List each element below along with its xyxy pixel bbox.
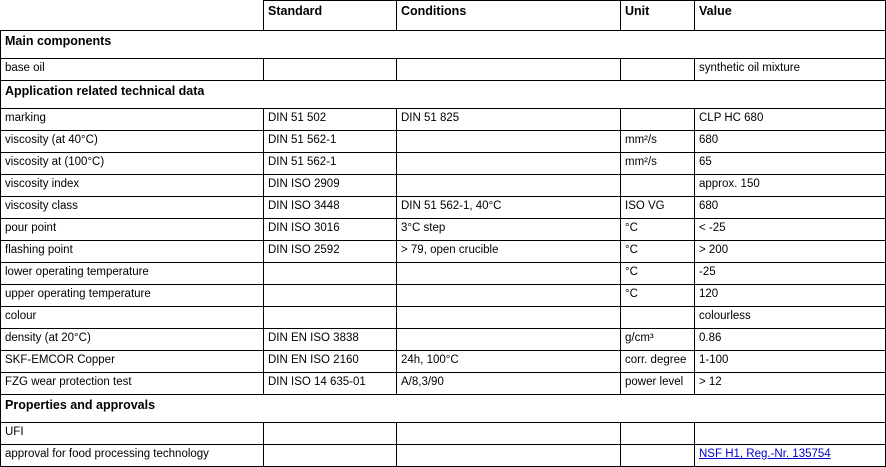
row-unit-cell <box>621 423 695 445</box>
row-value-cell: approx. 150 <box>695 175 886 197</box>
table-row <box>1 351 886 373</box>
row-name-cell: density (at 20°C) <box>1 329 264 351</box>
row-value-cell: 120 <box>695 285 886 307</box>
table-row <box>1 109 886 131</box>
row-conditions-cell <box>397 307 621 329</box>
row-conditions-cell <box>397 131 621 153</box>
row-standard-cell: DIN EN ISO 3838 <box>264 329 397 351</box>
table-row <box>1 59 886 81</box>
row-value-cell <box>695 445 886 467</box>
table-row <box>1 423 886 445</box>
row-conditions-cell: 3°C step <box>397 219 621 241</box>
column-header-blank <box>1 1 264 31</box>
table-row <box>1 285 886 307</box>
row-name-cell: UFI <box>1 423 264 445</box>
row-value-cell: colourless <box>695 307 886 329</box>
table-row <box>1 263 886 285</box>
row-name-cell: lower operating temperature <box>1 263 264 285</box>
row-conditions-cell <box>397 153 621 175</box>
row-conditions-cell <box>397 329 621 351</box>
row-standard-cell <box>264 263 397 285</box>
row-standard-cell <box>264 285 397 307</box>
table-row <box>1 197 886 219</box>
row-conditions-cell: 24h, 100°C <box>397 351 621 373</box>
table-row <box>1 373 886 395</box>
row-unit-cell: °C <box>621 285 695 307</box>
table-row <box>1 175 886 197</box>
row-standard-cell: DIN ISO 3448 <box>264 197 397 219</box>
row-name-cell: viscosity at (100°C) <box>1 153 264 175</box>
row-value-cell: 680 <box>695 197 886 219</box>
row-name-cell: approval for food processing technology <box>1 445 264 467</box>
table-header-row <box>1 1 886 31</box>
row-conditions-cell: DIN 51 825 <box>397 109 621 131</box>
table-row <box>1 153 886 175</box>
section-row <box>1 81 886 109</box>
table-row <box>1 241 886 263</box>
row-name-cell: viscosity index <box>1 175 264 197</box>
column-header: Unit <box>621 1 695 31</box>
row-standard-cell <box>264 59 397 81</box>
row-value-cell: < -25 <box>695 219 886 241</box>
row-value-cell: > 200 <box>695 241 886 263</box>
row-standard-cell: DIN ISO 3016 <box>264 219 397 241</box>
row-unit-cell: corr. degree <box>621 351 695 373</box>
section-row <box>1 31 886 59</box>
row-value-cell: 0.86 <box>695 329 886 351</box>
row-conditions-cell: DIN 51 562-1, 40°C <box>397 197 621 219</box>
section-label: Properties and approvals <box>1 395 886 423</box>
table-row <box>1 219 886 241</box>
row-name-cell: colour <box>1 307 264 329</box>
section-label: Application related technical data <box>1 81 886 109</box>
row-standard-cell: DIN 51 502 <box>264 109 397 131</box>
row-unit-cell: °C <box>621 263 695 285</box>
row-standard-cell: DIN 51 562-1 <box>264 131 397 153</box>
section-label: Main components <box>1 31 886 59</box>
row-name-cell: FZG wear protection test <box>1 373 264 395</box>
row-unit-cell: °C <box>621 241 695 263</box>
row-value-cell <box>695 423 886 445</box>
row-standard-cell: DIN ISO 2592 <box>264 241 397 263</box>
row-standard-cell <box>264 307 397 329</box>
row-value-cell: synthetic oil mixture <box>695 59 886 81</box>
row-unit-cell <box>621 307 695 329</box>
row-unit-cell <box>621 109 695 131</box>
row-unit-cell: mm²/s <box>621 153 695 175</box>
row-standard-cell: DIN ISO 2909 <box>264 175 397 197</box>
column-header: Conditions <box>397 1 621 31</box>
table-row <box>1 445 886 467</box>
row-standard-cell: DIN 51 562-1 <box>264 153 397 175</box>
row-unit-cell: °C <box>621 219 695 241</box>
row-standard-cell: DIN EN ISO 2160 <box>264 351 397 373</box>
row-standard-cell <box>264 423 397 445</box>
row-conditions-cell: > 79, open crucible <box>397 241 621 263</box>
table-row <box>1 329 886 351</box>
row-conditions-cell: A/8,3/90 <box>397 373 621 395</box>
row-name-cell: pour point <box>1 219 264 241</box>
row-unit-cell <box>621 59 695 81</box>
row-name-cell: viscosity class <box>1 197 264 219</box>
row-value-cell: 680 <box>695 131 886 153</box>
table-row <box>1 307 886 329</box>
row-conditions-cell <box>397 59 621 81</box>
row-name-cell: marking <box>1 109 264 131</box>
row-value-cell: > 12 <box>695 373 886 395</box>
row-conditions-cell <box>397 423 621 445</box>
column-header: Value <box>695 1 886 31</box>
row-name-cell: SKF-EMCOR Copper <box>1 351 264 373</box>
row-name-cell: upper operating temperature <box>1 285 264 307</box>
approval-link[interactable]: NSF H1, Reg.-Nr. 135754 <box>699 448 831 460</box>
row-conditions-cell <box>397 175 621 197</box>
row-value-cell: 1-100 <box>695 351 886 373</box>
section-row <box>1 395 886 423</box>
row-conditions-cell <box>397 285 621 307</box>
column-header: Standard <box>264 1 397 31</box>
row-unit-cell <box>621 175 695 197</box>
row-conditions-cell <box>397 445 621 467</box>
row-name-cell: viscosity (at 40°C) <box>1 131 264 153</box>
row-standard-cell <box>264 445 397 467</box>
table-body <box>1 1 886 467</box>
row-unit-cell: power level <box>621 373 695 395</box>
row-value-cell: -25 <box>695 263 886 285</box>
row-unit-cell: mm²/s <box>621 131 695 153</box>
row-value-cell: CLP HC 680 <box>695 109 886 131</box>
row-name-cell: flashing point <box>1 241 264 263</box>
row-unit-cell: g/cm³ <box>621 329 695 351</box>
row-unit-cell <box>621 445 695 467</box>
row-name-cell: base oil <box>1 59 264 81</box>
row-standard-cell: DIN ISO 14 635-01 <box>264 373 397 395</box>
table-row <box>1 131 886 153</box>
row-conditions-cell <box>397 263 621 285</box>
row-unit-cell: ISO VG <box>621 197 695 219</box>
row-value-cell: 65 <box>695 153 886 175</box>
